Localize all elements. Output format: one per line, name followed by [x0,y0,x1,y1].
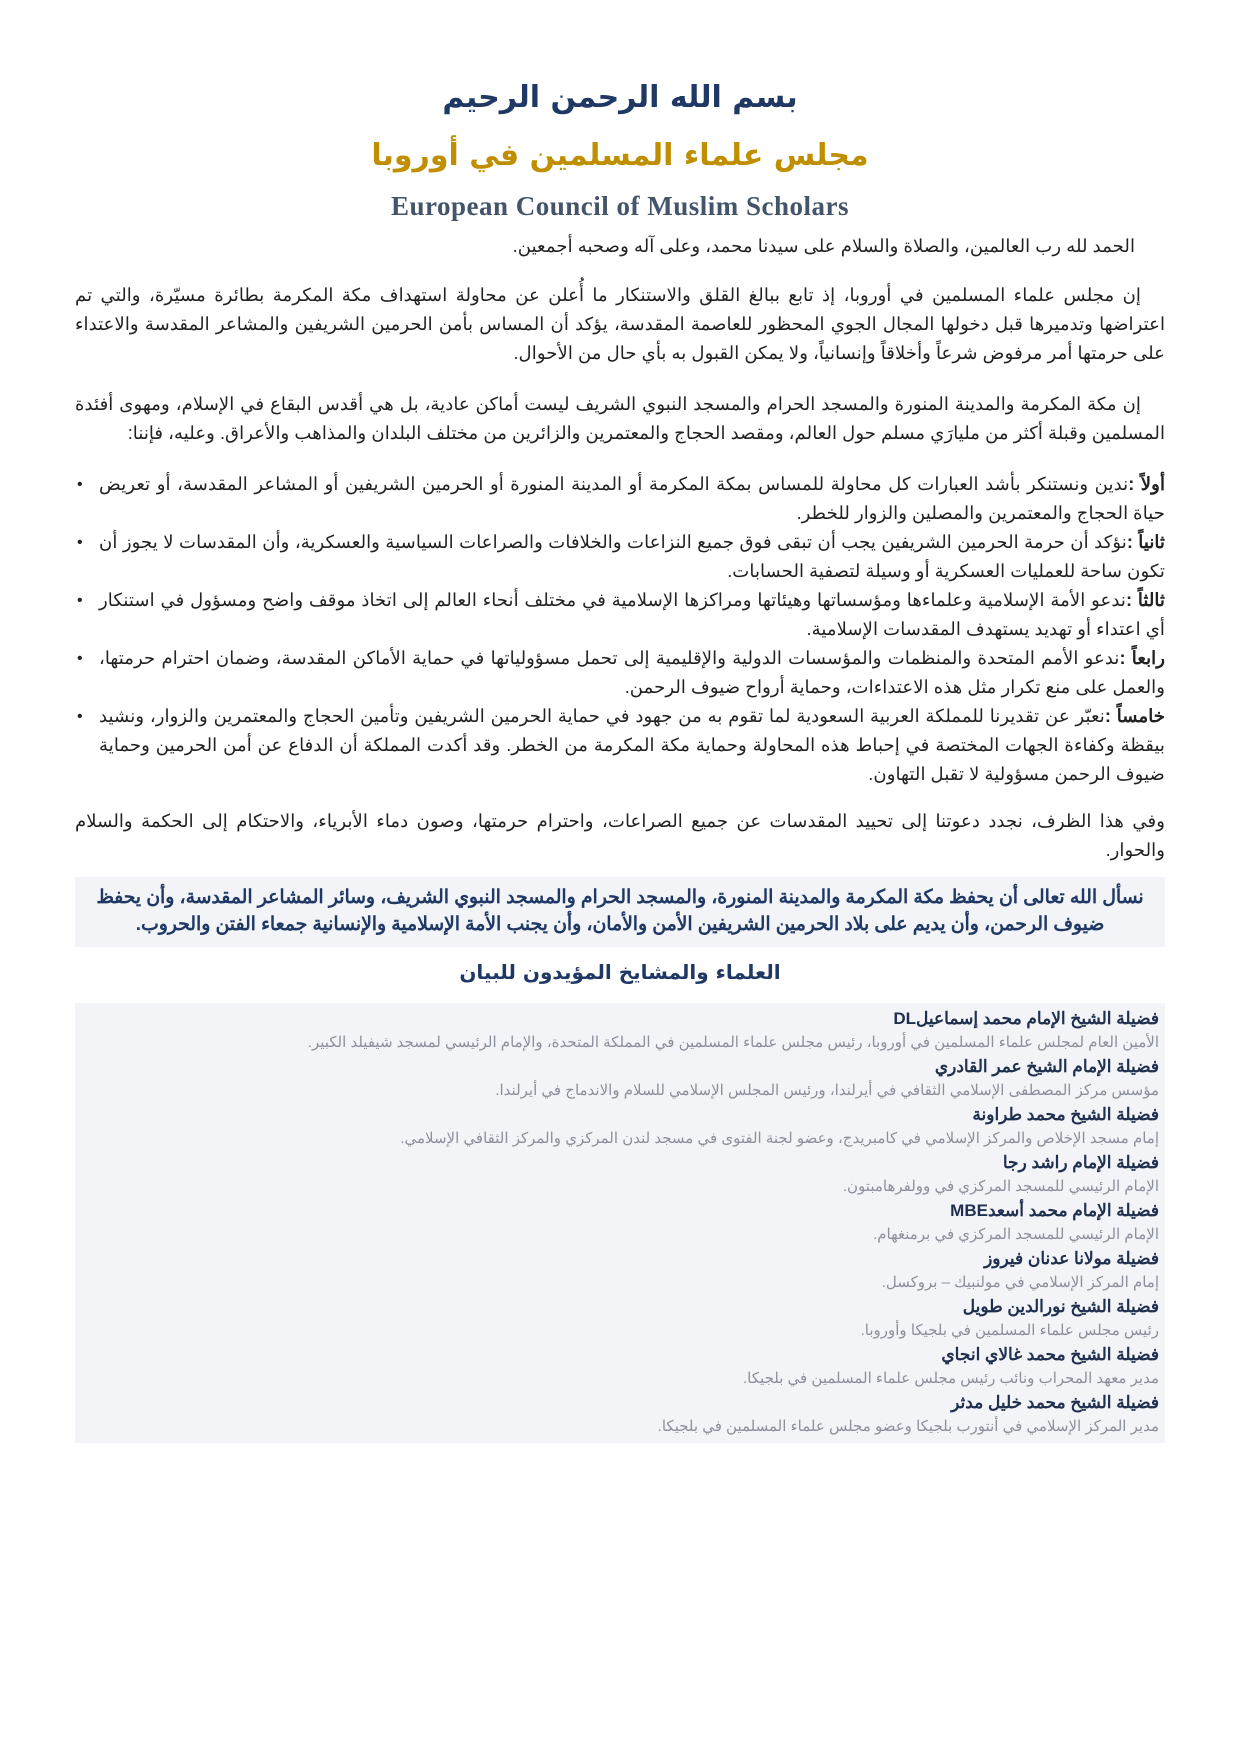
point-label: رابعاً : [1119,648,1165,668]
endorser-entry [81,1295,1159,1343]
paragraph-2: إن مكة المكرمة والمدينة المنورة والمسجد الحرام والمسجد النبوي الشريف ليست أماكن عادية، بل هي أقدس البقاع في الإسلام، ومهوى أفئدة المسلمين وقبلة أكثر من مليارَي مسلم حول العالم، ومقصد الحجاج والمعتمرين والزائرين من مختلف البلدان والمذاهب والأعراق. وعليه، فإننا: [75,394,1165,443]
endorser-entry [81,1343,1159,1391]
endorser-name: فضيلة الإمام الشيخ عمر القادري [934,1057,1159,1076]
endorser-name: فضيلة الشيخ محمد غالاي انجاي [941,1345,1159,1364]
endorser-entry [81,1391,1159,1439]
endorser-name: فضيلة الشيخ محمد خليل مدثر [951,1393,1159,1412]
bismillah-heading: بسم الله الرحمن الرحيم [442,80,798,115]
endorser-entry [81,1103,1159,1151]
endorser-name: فضيلة الشيخ نورالدين طويل [962,1297,1159,1316]
endorser-role: رئيس مجلس علماء المسلمين في بلجيكا وأوروبا. [860,1322,1159,1339]
point-text: ندين ونستنكر بأشد العبارات كل محاولة للمساس بمكة المكرمة أو المدينة المنورة أو الحرمين الشريفين أو المشاعر المقدسة، أو تعريض حياة الحجاج والمعتمرين والمصلين والزوار للخطر. [99,474,1165,523]
point-item [77,644,1165,702]
council-name-arabic: مجلس علماء المسلمين في أوروبا [371,138,869,173]
endorsers-title: العلماء والمشايخ المؤيدون للبيان [459,960,781,984]
point-label: خامساً : [1104,706,1165,726]
bullet-icon: • [77,708,83,725]
point-text: ندعو الأمم المتحدة والمنظمات والمؤسسات الدولية والإقليمية إلى تحمل مسؤولياتها في حماية الأماكن المقدسة، وضمان احترام حرمتها، والعمل على منع تكرار مثل هذه الاعتداءات، وحماية أرواح ضيوف الرحمن. [99,648,1165,697]
endorsers-list [75,1003,1165,1443]
endorser-role: إمام المركز الإسلامي في مولنبيك – بروكسل. [881,1274,1159,1291]
bullet-icon: • [77,592,83,609]
closing-paragraph: وفي هذا الظرف، نجدد دعوتنا إلى تحييد المقدسات عن جميع الصراعات، واحترام حرمتها، وصون دماء الأبرياء، والاحتكام إلى الحكمة والسلام والحوار. [75,811,1165,860]
point-label: أولاً : [1128,474,1165,494]
endorser-entry [81,1151,1159,1199]
paragraph-1: إن مجلس علماء المسلمين في أوروبا، إذ تابع ببالغ القلق والاستنكار ما أُعلن عن محاولة استهداف مكة المكرمة بطائرة مسيّرة، والتي تم اعتراضها وتدميرها قبل دخولها المجال الجوي المحظور للعاصمة المقدسة، يؤكد أن المساس بأمن الحرمين الشريفين والمشاعر المقدسة والاعتداء على حرمتها أمر مرفوض شرعاً وأخلاقاً وإنسانياً، ولا يمكن القبول به بأي حال من الأحوال. [75,285,1165,363]
council-name-english: European Council of Muslim Scholars [390,191,850,221]
statement-points [75,470,1165,789]
endorser-name: فضيلة الإمام محمد أسعدMBE [950,1201,1159,1220]
point-item [77,702,1165,789]
endorser-role: مدير معهد المحراب ونائب رئيس مجلس علماء المسلمين في بلجيكا. [743,1370,1159,1387]
point-text: نعبّر عن تقديرنا للمملكة العربية السعودية لما تقوم به من جهود في حماية الحرمين الشريفين وتأمين الحجاج والمعتمرين والزوار، ونشيد بيقظة وكفاءة الجهات المختصة في إحباط هذه المحاولة وحماية مكة المكرمة من الخطر. وقد أكدت المملكة أن الدفاع عن أمن الحرمين وحماية ضيوف الرحمن مسؤولية لا تقبل التهاون. [99,706,1165,784]
endorser-role: الأمين العام لمجلس علماء المسلمين في أوروبا، رئيس مجلس علماء المسلمين في المملكة المتحدة، والإمام الرئيسي لمسجد شيفيلد الكبير. [307,1034,1159,1051]
bullet-icon: • [77,650,83,667]
endorser-name: فضيلة الشيخ الإمام محمد إسماعيلDL [893,1009,1159,1028]
endorser-name: فضيلة الشيخ محمد طراونة [972,1105,1159,1124]
endorser-role: الإمام الرئيسي للمسجد المركزي في وولفرهامبتون. [842,1178,1159,1195]
endorser-name: فضيلة الإمام راشد رجا [1002,1153,1159,1172]
endorser-role: مؤسس مركز المصطفى الإسلامي الثقافي في أيرلندا، ورئيس المجلس الإسلامي للسلام والاندماج في أيرلندا. [495,1082,1159,1099]
point-text: نؤكد أن حرمة الحرمين الشريفين يجب أن تبقى فوق جميع النزاعات والخلافات والصراعات السياسية والعسكرية، وأن المقدسات لا يجوز أن تكون ساحة للعمليات العسكرية أو وسيلة لتصفية الحسابات. [99,532,1165,581]
endorser-entry [81,1199,1159,1247]
point-item [77,586,1165,644]
prayer-box: نسأل الله تعالى أن يحفظ مكة المكرمة والمدينة المنورة، والمسجد الحرام والمسجد النبوي الشريف، وسائر المشاعر المقدسة، وأن يحفظ ضيوف الرحمن، وأن يديم على بلاد الحرمين الشريفين الأمن والأمان، وأن يجنب الأمة الإسلامية والإنسانية جمعاء الفتن والحروب. [75,877,1165,947]
endorser-role: إمام مسجد الإخلاص والمركز الإسلامي في كامبريدج، وعضو لجنة الفتوى في مسجد لندن المركزي والمركز الثقافي الإسلامي. [400,1130,1159,1147]
endorser-role: مدير المركز الإسلامي في أنتورب بلجيكا وعضو مجلس علماء المسلمين في بلجيكا. [657,1418,1159,1435]
endorser-entry [81,1055,1159,1103]
endorser-role: الإمام الرئيسي للمسجد المركزي في برمنغهام. [873,1226,1159,1243]
endorser-name: فضيلة مولانا عدنان فيروز [984,1249,1159,1268]
endorser-entry [81,1247,1159,1295]
endorser-entry [81,1007,1159,1055]
opening-praise: الحمد لله رب العالمين، والصلاة والسلام على سيدنا محمد، وعلى آله وصحبه أجمعين. [512,236,1135,256]
bullet-icon: • [77,534,83,551]
point-item [77,528,1165,586]
statement-page [75,78,1165,1443]
point-item [77,470,1165,528]
point-label: ثانياً : [1126,532,1165,552]
point-label: ثالثاً : [1125,590,1165,610]
bullet-icon: • [77,476,83,493]
point-text: ندعو الأمة الإسلامية وعلماءها ومؤسساتها وهيئاتها ومراكزها الإسلامية في مختلف أنحاء العالم إلى اتخاذ موقف واضح ومسؤول في استنكار أي اعتداء أو تهديد يستهدف المقدسات الإسلامية. [99,590,1165,639]
